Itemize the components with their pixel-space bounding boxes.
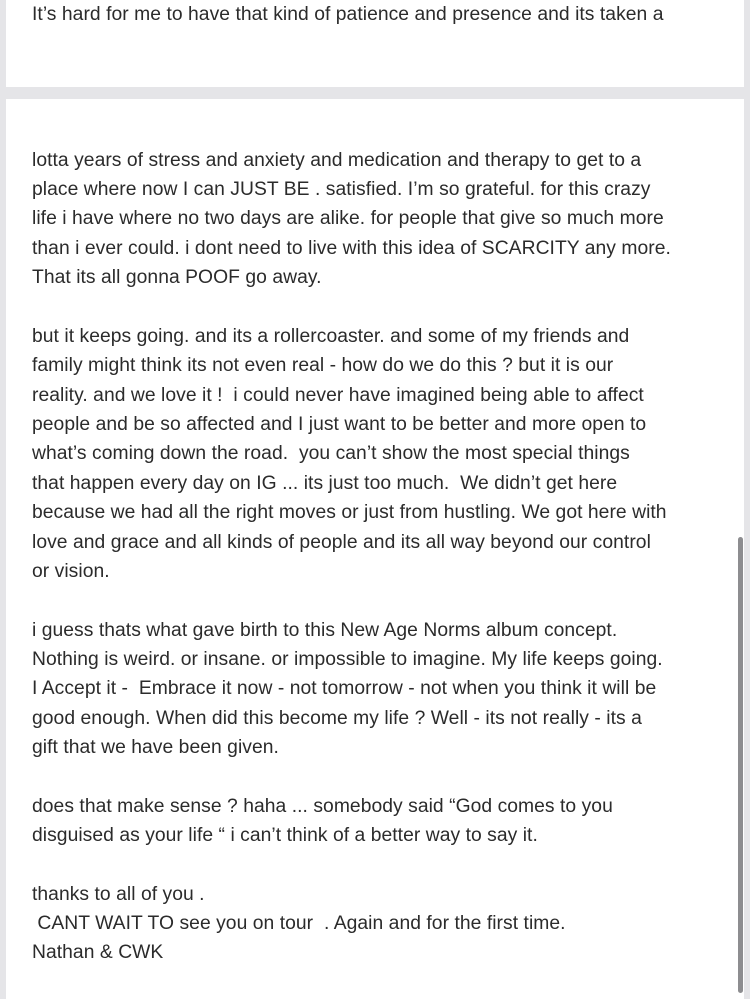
note-line: CANT WAIT TO see you on tour . Again and for the first time. xyxy=(32,913,566,934)
note-line: gift that we have been given. xyxy=(32,737,279,758)
note-line: lotta years of stress and anxiety and medication and therapy to get to a xyxy=(32,150,642,171)
note-line: love and grace and all kinds of people and its all way beyond our control xyxy=(32,532,651,553)
note-line: family might think its not even real - how do we do this ? but it is our xyxy=(32,355,614,376)
note-line: life i have where no two days are alike. for people that give so much more xyxy=(32,208,664,229)
vertical-scrollbar[interactable] xyxy=(738,537,743,993)
note-line: because we had all the right moves or just from hustling. We got here with xyxy=(32,502,667,523)
note-line: but it keeps going. and its a rollercoaster. and some of my friends and xyxy=(32,326,630,347)
note-line: It’s hard for me to have that kind of patience and presence and its taken a xyxy=(32,4,664,25)
note-line: disguised as your life “ i can’t think of a better way to say it. xyxy=(32,825,538,846)
note-line: that happen every day on IG ... its just too much. We didn’t get here xyxy=(32,473,618,494)
note-line: Nothing is weird. or insane. or impossible to imagine. My life keeps going. xyxy=(32,649,663,670)
note-card xyxy=(6,99,744,999)
note-line: thanks to all of you . xyxy=(32,884,205,905)
note-line: I Accept it - Embrace it now - not tomorrow - not when you think it will be xyxy=(32,678,657,699)
note-line: does that make sense ? haha ... somebody said “God comes to you xyxy=(32,796,613,817)
note-line: reality. and we love it ! i could never have imagined being able to affect xyxy=(32,385,644,406)
note-line: That its all gonna POOF go away. xyxy=(32,267,322,288)
note-line: or vision. xyxy=(32,561,110,582)
note-line: what’s coming down the road. you can’t show the most special things xyxy=(32,443,630,464)
note-line: people and be so affected and I just want to be better and more open to xyxy=(32,414,647,435)
note-card-top xyxy=(6,0,744,87)
note-line: Nathan & CWK xyxy=(32,942,164,963)
note-line: place where now I can JUST BE . satisfied. I’m so grateful. for this crazy xyxy=(32,179,651,200)
note-line: i guess thats what gave birth to this New Age Norms album concept. xyxy=(32,620,618,641)
note-line: good enough. When did this become my life ? Well - its not really - its a xyxy=(32,708,642,729)
note-line: than i ever could. i dont need to live with this idea of SCARCITY any more. xyxy=(32,238,671,259)
